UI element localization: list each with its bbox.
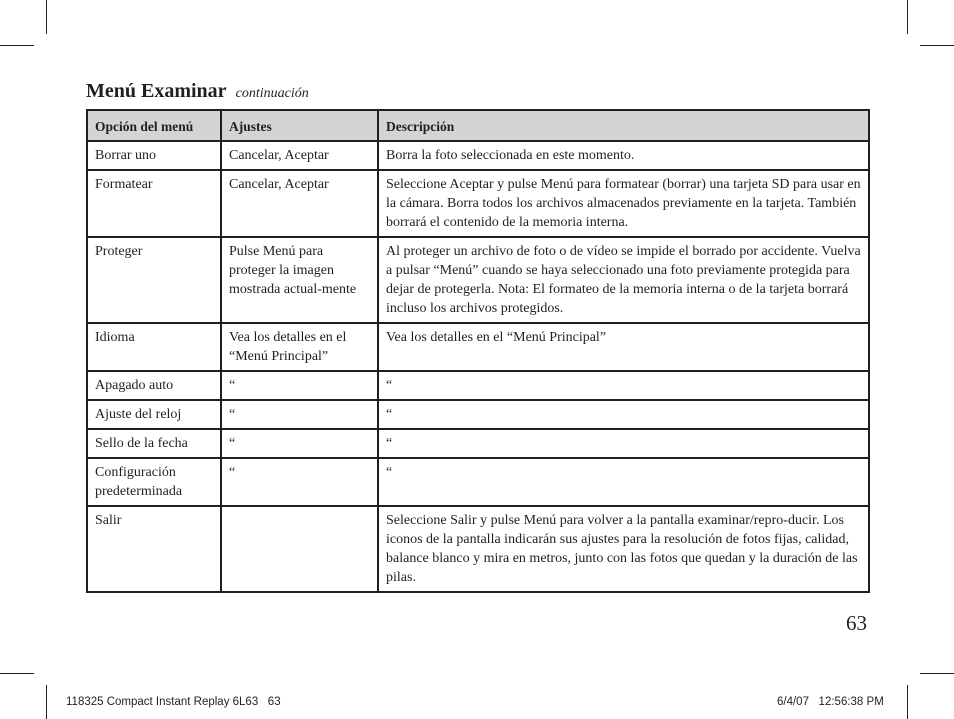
cell-settings (221, 506, 378, 592)
crop-mark (920, 45, 954, 46)
cell-settings: “ (221, 458, 378, 506)
header-settings: Ajustes (221, 110, 378, 141)
cell-option: Proteger (87, 237, 221, 323)
crop-mark (46, 0, 47, 34)
table-row (87, 506, 869, 592)
crop-mark (0, 673, 34, 674)
heading-title: Menú Examinar (86, 80, 227, 102)
cell-description: Vea los detalles en el “Menú Principal” (378, 323, 869, 371)
cell-settings: Cancelar, Aceptar (221, 170, 378, 237)
crop-mark (0, 45, 34, 46)
cell-description: Al proteger un archivo de foto o de vídeo se impide el borrado por accidente. Vuelva a pulsar “Menú” cuando se haya seleccionado una foto previamente protegida para dejar de protegerla. Nota: El formateo de la memoria interna o de la tarjeta borrará incluso los archivos protegidos. (378, 237, 869, 323)
cell-description: Seleccione Aceptar y pulse Menú para formatear (borrar) una tarjeta SD para usar en la cámara. Borra todos los archivos almacenados previamente en la tarjeta. También borrará el contenido de la memoria interna. (378, 170, 869, 237)
cell-option: Configuración predeterminada (87, 458, 221, 506)
table-row (87, 400, 869, 429)
cell-description: Seleccione Salir y pulse Menú para volver a la pantalla examinar/repro-ducir. Los iconos de la pantalla indicarán sus ajustes para la resolución de fotos fijas, calidad, balance blanco y mira en metros, junto con las fotos que quedan y la duración de las pilas. (378, 506, 869, 592)
cell-description: “ (378, 429, 869, 458)
header-description: Descripción (378, 110, 869, 141)
heading-subtitle: continuación (235, 86, 309, 101)
cell-settings: Pulse Menú para proteger la imagen mostrada actual-mente (221, 237, 378, 323)
page-number: 63 (846, 611, 867, 635)
cell-option: Salir (87, 506, 221, 592)
cell-settings: “ (221, 429, 378, 458)
cell-description: “ (378, 371, 869, 400)
table-row (87, 323, 869, 371)
crop-mark (920, 673, 954, 674)
menu-table (86, 109, 870, 593)
table-header-row (87, 110, 869, 141)
footer-timestamp: 6/4/07 12:56:38 PM (777, 696, 884, 708)
cell-option: Idioma (87, 323, 221, 371)
cell-settings: Vea los detalles en el “Menú Principal” (221, 323, 378, 371)
cell-settings: “ (221, 400, 378, 429)
cell-option: Borrar uno (87, 141, 221, 170)
cell-description: “ (378, 458, 869, 506)
cell-option: Ajuste del reloj (87, 400, 221, 429)
header-option: Opción del menú (87, 110, 221, 141)
cell-option: Sello de la fecha (87, 429, 221, 458)
cell-description: “ (378, 400, 869, 429)
cell-settings: Cancelar, Aceptar (221, 141, 378, 170)
cell-option: Formatear (87, 170, 221, 237)
table-row (87, 371, 869, 400)
section-heading (86, 80, 309, 103)
crop-mark (907, 0, 908, 34)
table-row (87, 458, 869, 506)
footer-slug: 118325 Compact Instant Replay 6L63 63 (66, 696, 281, 708)
table-row (87, 429, 869, 458)
crop-mark (46, 685, 47, 719)
table-row (87, 237, 869, 323)
table-row (87, 170, 869, 237)
table-row (87, 141, 869, 170)
cell-option: Apagado auto (87, 371, 221, 400)
crop-mark (907, 685, 908, 719)
cell-settings: “ (221, 371, 378, 400)
cell-description: Borra la foto seleccionada en este momento. (378, 141, 869, 170)
